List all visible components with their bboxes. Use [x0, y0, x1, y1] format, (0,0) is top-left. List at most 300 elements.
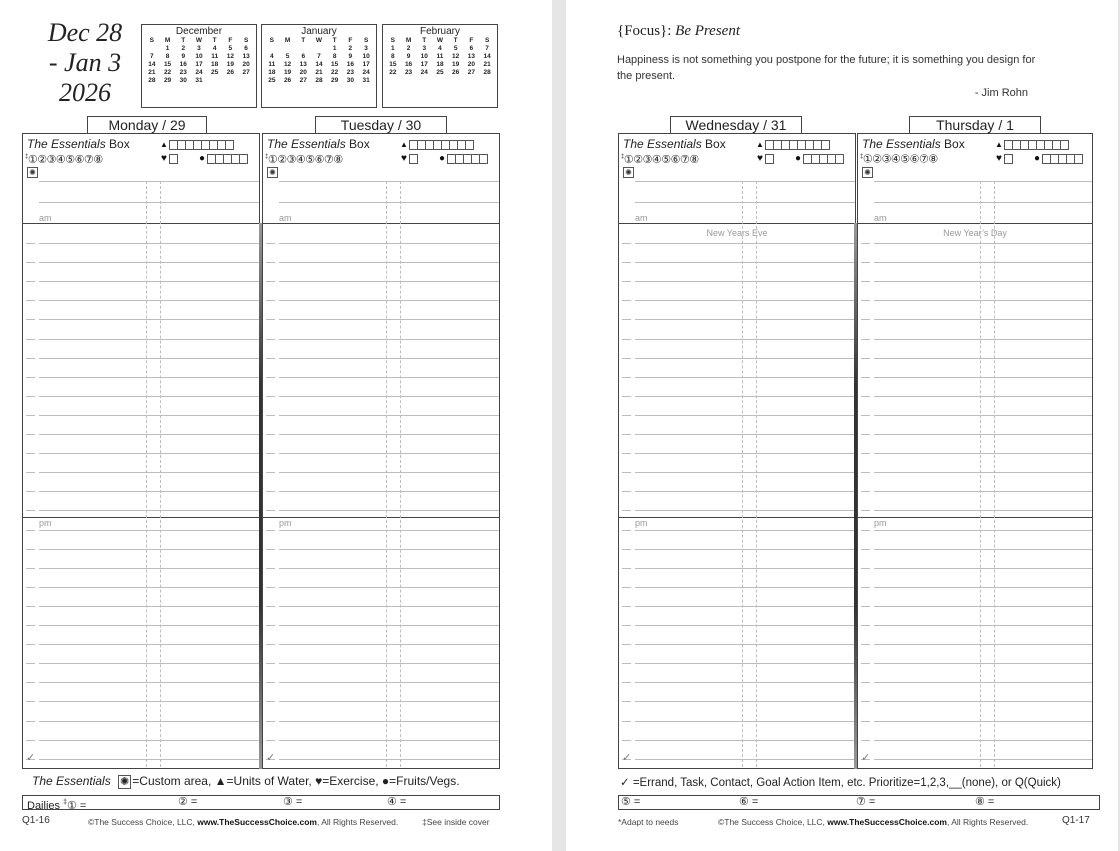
calendar-day: 9 — [406, 53, 411, 60]
margin-tick — [861, 587, 870, 588]
weekday-label: W — [436, 37, 444, 44]
calendar-day: 9 — [181, 53, 186, 60]
daily-2-field[interactable]: ② = — [178, 796, 198, 808]
calendar-day — [464, 77, 480, 85]
column-split-line — [742, 181, 743, 767]
writing-line[interactable] — [635, 377, 855, 378]
writing-line[interactable] — [635, 740, 855, 741]
calendar-day: 1 — [332, 45, 337, 52]
margin-tick — [266, 472, 275, 473]
writing-line[interactable] — [279, 606, 499, 607]
writing-line[interactable] — [39, 453, 259, 454]
essentials-title-italic: The Essentials — [267, 137, 346, 151]
writing-line[interactable] — [635, 701, 855, 702]
margin-tick — [26, 510, 35, 511]
pm-label: pm — [874, 518, 887, 528]
writing-line[interactable] — [874, 377, 1092, 378]
website-link[interactable]: www.TheSuccessChoice.com — [197, 817, 317, 827]
margin-tick — [266, 721, 275, 722]
page-number-left: Q1-16 — [22, 815, 50, 826]
writing-line[interactable] — [279, 530, 499, 531]
writing-line[interactable] — [39, 262, 259, 263]
writing-line[interactable] — [874, 339, 1092, 340]
writing-line[interactable] — [39, 377, 259, 378]
writing-line[interactable] — [279, 281, 499, 282]
writing-line[interactable] — [279, 472, 499, 473]
writing-line[interactable] — [279, 262, 499, 263]
writing-line[interactable] — [874, 568, 1092, 569]
writing-line[interactable] — [39, 472, 259, 473]
priority-marker: ‡ — [25, 154, 28, 160]
calendar-day: 11 — [211, 53, 219, 60]
water-checkbox[interactable] — [465, 140, 474, 150]
margin-tick — [26, 625, 35, 626]
margin-tick — [861, 549, 870, 550]
priority-numbers[interactable]: ①②③④⑤⑥⑦⑧ — [623, 153, 699, 166]
water-checkbox[interactable] — [225, 140, 234, 150]
writing-line[interactable] — [874, 491, 1092, 492]
writing-line[interactable] — [635, 759, 855, 760]
writing-line[interactable] — [874, 415, 1092, 416]
writing-line[interactable] — [39, 181, 259, 182]
writing-line[interactable] — [279, 568, 499, 569]
calendar-day: 5 — [228, 45, 233, 52]
writing-line[interactable] — [874, 243, 1092, 244]
water-tracker[interactable] — [755, 139, 829, 150]
writing-line[interactable] — [635, 358, 855, 359]
writing-line[interactable] — [874, 181, 1092, 182]
exercise-fruit-tracker[interactable] — [755, 153, 843, 164]
writing-line[interactable] — [39, 740, 259, 741]
water-drop-icon: ▲ — [160, 139, 168, 149]
writing-line[interactable] — [279, 740, 499, 741]
writing-line[interactable] — [635, 472, 855, 473]
writing-line[interactable] — [635, 682, 855, 683]
writing-line[interactable] — [635, 396, 855, 397]
week-title-line-3: 2026 — [59, 78, 111, 107]
fruit-checkbox[interactable] — [1074, 154, 1083, 164]
fruit-checkbox[interactable] — [479, 154, 488, 164]
margin-tick — [861, 453, 870, 454]
writing-line[interactable] — [39, 549, 259, 550]
writing-line[interactable] — [874, 281, 1092, 282]
page-number-right: Q1-17 — [1062, 815, 1090, 826]
fruit-checkbox[interactable] — [835, 154, 844, 164]
writing-line[interactable] — [635, 300, 855, 301]
writing-line[interactable] — [874, 606, 1092, 607]
writing-line[interactable] — [279, 682, 499, 683]
column-split-line — [756, 181, 757, 767]
margin-tick — [266, 262, 275, 263]
writing-line[interactable] — [279, 759, 499, 760]
essentials-box-title — [623, 137, 726, 151]
writing-line[interactable] — [874, 625, 1092, 626]
margin-tick — [266, 568, 275, 569]
day-header-wednesday: Wednesday / 31 — [670, 116, 802, 134]
weekday-label: F — [348, 37, 353, 44]
writing-line[interactable] — [39, 281, 259, 282]
writing-line[interactable] — [39, 625, 259, 626]
margin-tick — [861, 415, 870, 416]
day-column-monday[interactable] — [22, 133, 260, 769]
writing-line[interactable] — [39, 606, 259, 607]
day-column-wednesday[interactable] — [618, 133, 856, 769]
writing-line[interactable] — [39, 243, 259, 244]
calendar-day: 9 — [348, 53, 353, 60]
margin-tick — [622, 663, 631, 664]
calendar-day: 16 — [404, 61, 413, 68]
margin-tick — [622, 472, 631, 473]
calendar-day: 24 — [420, 69, 428, 76]
calendar-day: 20 — [299, 69, 307, 76]
writing-line[interactable] — [635, 721, 855, 722]
calendar-day: 19 — [283, 69, 292, 76]
writing-line[interactable] — [279, 377, 499, 378]
calendar-day: 12 — [452, 53, 460, 60]
margin-tick — [622, 434, 631, 435]
writing-line[interactable] — [874, 530, 1092, 531]
writing-line[interactable] — [39, 587, 259, 588]
calendar-day: 22 — [389, 69, 397, 76]
margin-tick — [266, 682, 275, 683]
calendar-day: 7 — [485, 45, 489, 52]
calendar-day — [223, 77, 239, 85]
writing-line[interactable] — [874, 202, 1092, 203]
exercise-checkbox[interactable] — [169, 154, 178, 164]
calendar-day: 3 — [422, 45, 427, 52]
writing-line[interactable] — [39, 319, 259, 320]
writing-line[interactable] — [39, 721, 259, 722]
copyright-suffix: , All Rights Reserved. — [946, 817, 1029, 827]
water-tracker[interactable] — [994, 139, 1068, 150]
water-drop-icon: ▲ — [400, 139, 408, 149]
writing-line[interactable] — [39, 415, 259, 416]
writing-line[interactable] — [874, 396, 1092, 397]
margin-tick — [26, 491, 35, 492]
margin-tick — [266, 339, 275, 340]
margin-tick — [266, 300, 275, 301]
exercise-fruit-tracker[interactable] — [399, 153, 487, 164]
writing-line[interactable] — [39, 644, 259, 645]
daily-4-field[interactable]: ④ = — [387, 796, 407, 808]
daily-8-field[interactable]: ⑧ = — [975, 796, 995, 808]
column-split-line — [146, 181, 147, 767]
calendar-day: 8 — [332, 53, 337, 60]
margin-tick — [26, 434, 35, 435]
writing-line[interactable] — [39, 701, 259, 702]
daily-7-field[interactable]: ⑦ = — [856, 796, 876, 808]
writing-line[interactable] — [39, 300, 259, 301]
writing-line[interactable] — [635, 202, 855, 203]
priority-number-circles[interactable] — [265, 151, 343, 167]
calendar-day: 4 — [212, 45, 217, 52]
calendar-day — [280, 45, 296, 53]
column-split-line — [980, 181, 981, 767]
calendar-day: 3 — [364, 45, 368, 52]
writing-line[interactable] — [279, 396, 499, 397]
margin-tick — [861, 434, 870, 435]
margin-tick — [622, 453, 631, 454]
copyright-prefix: ©The Success Choice, LLC, — [88, 817, 195, 827]
writing-line[interactable] — [874, 434, 1092, 435]
calendar-day: 4 — [270, 53, 274, 60]
am-divider — [263, 223, 499, 224]
writing-line[interactable] — [279, 625, 499, 626]
essentials-title-rest: Box — [705, 137, 726, 151]
margin-tick — [861, 243, 870, 244]
week-title-line-2: - Jan 3 — [48, 48, 122, 77]
writing-line[interactable] — [635, 339, 855, 340]
writing-line[interactable] — [39, 510, 259, 511]
priority-numbers[interactable]: ①②③④⑤⑥⑦⑧ — [27, 153, 103, 166]
writing-line[interactable] — [279, 202, 499, 203]
calendar-day: 29 — [331, 77, 339, 84]
writing-line[interactable] — [635, 625, 855, 626]
writing-line[interactable] — [279, 587, 499, 588]
margin-tick — [266, 606, 275, 607]
writing-line[interactable] — [635, 434, 855, 435]
writing-line[interactable] — [39, 568, 259, 569]
writing-line[interactable] — [635, 549, 855, 550]
dailies-marker: ‡ — [63, 799, 67, 806]
writing-line[interactable] — [874, 721, 1092, 722]
margin-tick — [861, 262, 870, 263]
priority-number-circles[interactable] — [860, 151, 938, 167]
essentials-legend — [32, 774, 460, 789]
calendar-day — [295, 45, 311, 53]
writing-line[interactable] — [874, 587, 1092, 588]
writing-line[interactable] — [279, 434, 499, 435]
water-tracker[interactable] — [399, 139, 473, 150]
margin-tick — [861, 644, 870, 645]
dailies-row[interactable] — [22, 795, 500, 810]
writing-line[interactable] — [635, 415, 855, 416]
quote-author: - Jim Rohn — [974, 87, 1028, 99]
calendar-day: 14 — [315, 61, 323, 68]
margin-tick — [26, 701, 35, 702]
writing-line[interactable] — [279, 644, 499, 645]
calendar-day: 12 — [226, 53, 234, 60]
writing-line[interactable] — [874, 644, 1092, 645]
margin-tick — [861, 530, 870, 531]
writing-line[interactable] — [874, 701, 1092, 702]
column-split-line — [994, 181, 995, 767]
column-split-line — [160, 181, 161, 767]
calendar-day — [264, 45, 280, 53]
margin-tick — [622, 606, 631, 607]
writing-line[interactable] — [635, 243, 855, 244]
writing-line[interactable] — [39, 339, 259, 340]
writing-line[interactable] — [39, 491, 259, 492]
website-link[interactable]: www.TheSuccessChoice.com — [827, 817, 947, 827]
writing-line[interactable] — [874, 300, 1092, 301]
mini-calendar-january — [261, 24, 377, 108]
writing-line[interactable] — [39, 434, 259, 435]
writing-line[interactable] — [635, 663, 855, 664]
calendar-day: 28 — [148, 77, 156, 84]
water-tracker[interactable] — [159, 139, 233, 150]
margin-tick — [266, 663, 275, 664]
margin-tick — [266, 510, 275, 511]
heart-icon: ♥ — [161, 152, 167, 164]
calendar-day: 31 — [195, 77, 203, 84]
writing-line[interactable] — [874, 510, 1092, 511]
mini-calendar-title: January — [301, 26, 337, 37]
writing-line[interactable] — [874, 319, 1092, 320]
essentials-box — [23, 134, 259, 224]
writing-line[interactable] — [874, 663, 1092, 664]
exercise-checkbox[interactable] — [409, 154, 418, 164]
calendar-day: 3 — [197, 45, 201, 52]
writing-line[interactable] — [279, 181, 499, 182]
priority-numbers[interactable]: ①②③④⑤⑥⑦⑧ — [862, 153, 938, 166]
margin-tick — [861, 625, 870, 626]
apple-icon: ● — [438, 152, 446, 164]
weekday-label: W — [195, 37, 203, 44]
writing-line[interactable] — [279, 721, 499, 722]
writing-line[interactable] — [39, 202, 259, 203]
cover-note: ‡See inside cover — [422, 817, 490, 827]
writing-line[interactable] — [279, 453, 499, 454]
calendar-day: 21 — [315, 69, 323, 76]
priority-numbers[interactable]: ①②③④⑤⑥⑦⑧ — [267, 153, 343, 166]
exercise-checkbox[interactable] — [1004, 154, 1013, 164]
margin-tick — [622, 682, 631, 683]
writing-line[interactable] — [279, 415, 499, 416]
priority-number-circles[interactable] — [25, 151, 103, 167]
writing-line[interactable] — [39, 663, 259, 664]
writing-line[interactable] — [39, 759, 259, 760]
day-column-tuesday[interactable] — [262, 133, 500, 769]
calendar-day: 10 — [195, 53, 203, 60]
writing-line[interactable] — [635, 644, 855, 645]
writing-line[interactable] — [279, 701, 499, 702]
margin-tick — [861, 682, 870, 683]
calendar-day: 5 — [453, 45, 458, 52]
margin-tick — [861, 606, 870, 607]
margin-tick — [266, 491, 275, 492]
calendar-day — [432, 77, 448, 85]
calendar-day: 8 — [165, 53, 170, 60]
writing-line[interactable] — [635, 262, 855, 263]
margin-tick — [622, 549, 631, 550]
calendar-day: 25 — [211, 69, 219, 76]
custom-area-icon: ✺ — [27, 167, 38, 178]
writing-line[interactable] — [279, 663, 499, 664]
writing-line[interactable] — [635, 568, 855, 569]
priority-number-circles[interactable] — [621, 151, 699, 167]
fruit-checkbox[interactable] — [239, 154, 248, 164]
day-column-thursday[interactable] — [857, 133, 1093, 769]
writing-line[interactable] — [874, 453, 1092, 454]
am-label: am — [279, 213, 292, 223]
weekday-label: F — [469, 37, 474, 44]
margin-tick — [861, 510, 870, 511]
day-header-monday: Monday / 29 — [87, 116, 207, 134]
writing-line[interactable] — [635, 510, 855, 511]
margin-tick — [861, 491, 870, 492]
water-checkbox[interactable] — [1060, 140, 1069, 150]
exercise-fruit-tracker[interactable] — [159, 153, 247, 164]
writing-line[interactable] — [279, 358, 499, 359]
margin-tick — [622, 510, 631, 511]
writing-line[interactable] — [39, 358, 259, 359]
exercise-checkbox[interactable] — [765, 154, 774, 164]
calendar-day: 14 — [483, 53, 491, 60]
daily-3-field[interactable]: ③ = — [283, 796, 303, 808]
margin-tick — [861, 358, 870, 359]
margin-tick — [861, 568, 870, 569]
water-checkbox[interactable] — [821, 140, 830, 150]
margin-tick — [26, 644, 35, 645]
writing-line[interactable] — [39, 682, 259, 683]
margin-tick — [622, 415, 631, 416]
calendar-day: 15 — [389, 61, 397, 68]
writing-line[interactable] — [635, 606, 855, 607]
writing-line[interactable] — [635, 281, 855, 282]
calendar-day: 24 — [362, 69, 370, 76]
daily-5-field[interactable]: ⑤ = — [621, 796, 641, 808]
writing-line[interactable] — [279, 300, 499, 301]
writing-line[interactable] — [635, 587, 855, 588]
am-label: am — [635, 213, 648, 223]
writing-line[interactable] — [279, 339, 499, 340]
margin-tick — [861, 319, 870, 320]
water-drop-icon: ▲ — [995, 139, 1003, 149]
writing-line[interactable] — [279, 243, 499, 244]
margin-tick — [861, 281, 870, 282]
writing-line[interactable] — [635, 319, 855, 320]
calendar-day: 26 — [283, 77, 292, 84]
writing-line[interactable] — [279, 319, 499, 320]
calendar-day: 20 — [467, 61, 475, 68]
writing-line[interactable] — [279, 491, 499, 492]
calendar-day — [207, 77, 223, 85]
writing-line[interactable] — [874, 759, 1092, 760]
writing-line[interactable] — [279, 549, 499, 550]
writing-line[interactable] — [635, 181, 855, 182]
dailies-row[interactable] — [618, 795, 1100, 810]
writing-line[interactable] — [874, 358, 1092, 359]
check-icon: ✓ — [622, 752, 632, 764]
writing-line[interactable] — [635, 453, 855, 454]
writing-line[interactable] — [874, 740, 1092, 741]
writing-line[interactable] — [874, 682, 1092, 683]
exercise-fruit-tracker[interactable] — [994, 153, 1082, 164]
writing-line[interactable] — [635, 491, 855, 492]
writing-line[interactable] — [279, 510, 499, 511]
writing-line[interactable] — [874, 472, 1092, 473]
writing-line[interactable] — [874, 262, 1092, 263]
margin-tick — [26, 358, 35, 359]
daily-6-field[interactable]: ⑥ = — [739, 796, 759, 808]
calendar-day: 11 — [268, 61, 276, 68]
daily-1-field[interactable]: ① = — [66, 799, 87, 812]
writing-line[interactable] — [874, 549, 1092, 550]
margin-tick — [622, 701, 631, 702]
calendar-day: 30 — [179, 77, 187, 84]
mini-calendar-title: February — [419, 26, 460, 37]
holiday-label: New Years Eve — [706, 228, 768, 238]
writing-line[interactable] — [39, 530, 259, 531]
writing-line[interactable] — [39, 396, 259, 397]
margin-tick — [861, 300, 870, 301]
writing-line[interactable] — [635, 530, 855, 531]
calendar-day: 13 — [242, 53, 250, 60]
calendar-day: 22 — [163, 69, 172, 76]
calendar-day — [311, 45, 327, 53]
calendar-day — [401, 77, 417, 85]
